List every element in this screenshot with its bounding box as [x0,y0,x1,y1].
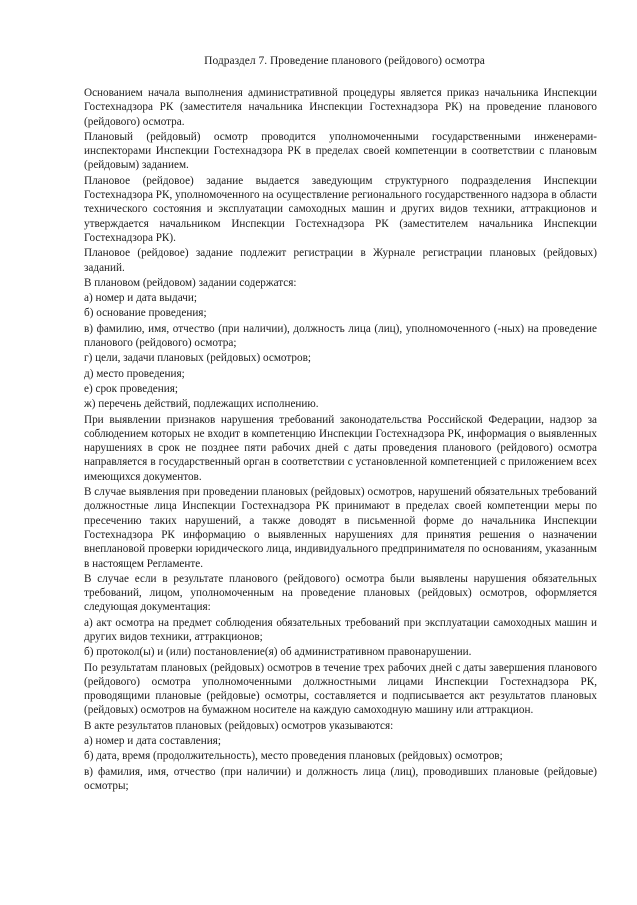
paragraph: В случае выявления при проведении плановых (рейдовых) осмотров, нарушений обязательных требований должностные лица Инспекции Гостехнадзора РК принимают в пределах своей компетенции меры по пресечению таких нарушений, а также доводят в письменной форме до начальника Инспекции Гостехнадзора РК информацию о выявленных нарушениях для принятия решения о назначении внеплановой проверки юридического лица, индивидуального предпринимателя по основаниям, указанным в настоящем Регламенте. [84,486,597,570]
list-item: б) дата, время (продолжительность), место проведения плановых (рейдовых) осмотров; [84,750,503,763]
list-item: б) основание проведения; [84,307,207,320]
paragraph: Плановый (рейдовый) осмотр проводится уполномоченными государственными инженерами-инспекторами Инспекции Гостехнадзора РК в пределах своей компетенции в соответствии с плановым (рейдовым) заданием. [84,130,597,172]
list-item: е) срок проведения; [84,382,178,395]
list-item: в) фамилия, имя, отчество (при наличии) и должность лица (лиц), проводивших плановые (рейдовые) осмотры; [84,765,597,792]
paragraph: В случае если в результате планового (рейдового) осмотра были выявлены нарушения обязательных требований, лицом, уполномоченным на проведение плановых (рейдовых) осмотров, оформляется следующая документация: [84,572,597,614]
list-item: г) цели, задачи плановых (рейдовых) осмотров; [84,352,311,365]
document-body [84,86,597,793]
paragraph: Плановое (рейдовое) задание выдается заведующим структурного подразделения Инспекции Гостехнадзора РК, уполномоченного на осуществление регионального государственного надзора в области технического состояния и эксплуатации самоходных машин и других видов техники, аттракционов и утверждается начальником Инспекции Гостехнадзора РК (заместителем начальника Инспекции Гостехнадзора РК). [84,174,597,244]
section-heading: Подраздел 7. Проведение планового (рейдового) осмотра [204,55,485,67]
list-item: в) фамилию, имя, отчество (при наличии), должность лица (лиц), уполномоченного (-ных) на проведение планового (рейдового) осмотра; [84,322,597,350]
paragraph: В плановом (рейдовом) задании содержатся: [84,276,297,289]
paragraph: При выявлении признаков нарушения требований законодательства Российской Федерации, надзор за соблюдением которых не входит в компетенцию Инспекции Гостехнадзора РК, информация о выявленных нарушениях в срок не позднее пяти рабочих дней с даты проведения планового (рейдового) осмотра направляется в государственный орган в соответствии с установленной компетенцией с приложением всех имеющихся документов. [84,413,597,483]
list-item: б) протокол(ы) и (или) постановление(я) об административном правонарушении. [84,646,472,659]
list-item: ж) перечень действий, подлежащих исполнению. [84,398,319,411]
list-item: а) акт осмотра на предмет соблюдения обязательных требований при эксплуатации самоходных машин и других видов техники, аттракционов; [84,616,597,643]
paragraph: В акте результатов плановых (рейдовых) осмотров указываются: [84,719,394,732]
list-item: а) номер и дата составления; [84,735,221,748]
paragraph: Плановое (рейдовое) задание подлежит регистрации в Журнале регистрации плановых (рейдовых) заданий. [84,247,597,274]
paragraph: Основанием начала выполнения административной процедуры является приказ начальника Инспекции Гостехнадзора РК (заместителя начальника Инспекции Гостехнадзора РК) на проведение планового (рейдового) осмотра. [84,87,597,128]
paragraph: По результатам плановых (рейдовых) осмотров в течение трех рабочих дней с даты завершения планового (рейдового) осмотра уполномоченными должностными лицами Инспекции Гостехнадзора РК, проводящими плановые (рейдовые) осмотры, составляется и подписывается акт результатов плановых (рейдовых) осмотров на бумажном носителе на каждую самоходную машину или аттракцион. [84,661,597,717]
list-item: а) номер и дата выдачи; [84,292,197,305]
list-item: д) место проведения; [84,367,185,380]
